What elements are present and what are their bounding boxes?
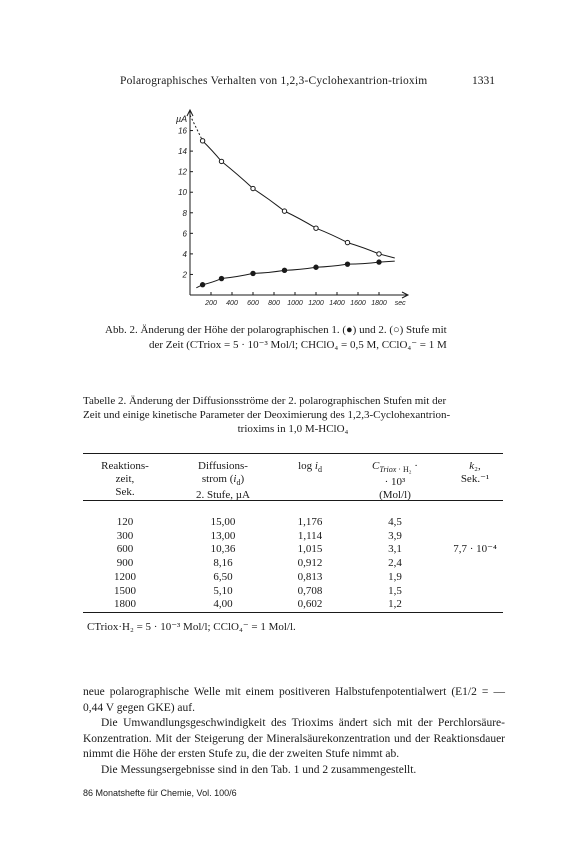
- x-tick-label: 600: [247, 300, 259, 305]
- table-cell: 8,16: [213, 557, 233, 570]
- figure-caption-line2: der Zeit (CTriox = 5 · 10⁻³ Mol/l; CHClO₄ = 0,5 M, CClO₄⁻ = 1 M: [149, 339, 447, 351]
- table-cell: 0,602: [297, 598, 323, 611]
- table-cell: 3,1: [388, 543, 402, 556]
- table-caption-line3: trioxims in 1,0 M-HClO₄: [237, 423, 349, 435]
- table-caption-line2: Zeit und einige kinetische Parameter der Deoximierung des 1,2,3-Cyclohexantrion-: [83, 409, 451, 421]
- x-tick-label: 800: [268, 300, 280, 305]
- x-tick-label: 400: [226, 300, 238, 305]
- data-point-filled: [251, 271, 255, 275]
- series-line: [203, 261, 395, 285]
- page-number: 1331: [472, 75, 495, 87]
- table-cell: [440, 598, 510, 612]
- page-footer: 86 Monatshefte für Chemie, Vol. 100/6: [83, 788, 237, 798]
- series-line: [203, 141, 395, 258]
- table-cell: 6,50: [213, 570, 233, 583]
- running-title: Polarographisches Verhalten von 1,2,3-Cyclohexantrion-trioxim: [120, 75, 428, 87]
- figure-caption-line1: Abb. 2. Änderung der Höhe der polarographischen 1. (●) und 2. (○) Stufe mit: [105, 324, 447, 336]
- table-cell: 0,708: [297, 584, 323, 597]
- column-log: [280, 516, 340, 612]
- data-point-filled: [314, 265, 318, 269]
- data-point-filled: [345, 262, 349, 266]
- data-point-filled: [377, 260, 381, 264]
- y-tick-label: 12: [178, 167, 187, 177]
- data-point-filled: [282, 268, 286, 272]
- y-axis-label: µA: [176, 114, 188, 124]
- table-cell: 1,114: [297, 529, 323, 542]
- table-cell: 13,00: [210, 529, 236, 542]
- table-cell: 0,813: [297, 570, 323, 583]
- table-caption: [83, 394, 503, 436]
- data-point-filled: [219, 276, 223, 280]
- y-tick-label: 8: [182, 208, 187, 218]
- table-cell: 5,10: [213, 584, 233, 597]
- y-tick-label: 14: [178, 147, 187, 157]
- paragraph-3: Die Messungsergebnisse sind in den Tab. 1 und 2 zusammengestellt.: [101, 763, 417, 776]
- table-cell: 2,4: [388, 557, 402, 570]
- table-footnote: CTriox·H₂ = 5 · 10⁻³ Mol/l; CClO₄⁻ = 1 Mol/l.: [87, 621, 296, 633]
- y-tick-label: 16: [178, 126, 187, 136]
- x-tick-label: 1000: [287, 300, 303, 305]
- col-header-log: $\log i_d$: [298, 460, 322, 475]
- paragraph-1: neue polarographische Welle mit einem positiveren Halbstufenpotentialwert (E1/2 = —0,44 V gegen GKE) auf.: [83, 686, 505, 714]
- table-cell: [440, 585, 510, 599]
- table-header-rule: [83, 500, 503, 501]
- table-cell: 1,2: [388, 598, 402, 611]
- table-cell: 4,00: [213, 598, 233, 611]
- table-cell: 15,00: [210, 516, 236, 528]
- data-point-open: [200, 139, 204, 143]
- table-cell: 300: [116, 529, 134, 542]
- column-k2: [440, 516, 510, 612]
- table-top-rule: [83, 453, 503, 454]
- paragraph-2: Die Umwandlungsgeschwindigkeit des Trioxims ändert sich mit der Perchlorsäure-Konzentration. Mit der Steigerung der Mineralsäurekonzentration und der Reaktionsdauer nimmt die Höhe der ersten Stufe zu, die der zweiten Stufe nimmt ab.: [83, 717, 505, 760]
- data-point-open: [251, 186, 255, 190]
- table-cell: 0,912: [297, 557, 323, 570]
- x-tick-label: 1600: [350, 300, 366, 305]
- column-conc: [355, 516, 435, 612]
- col-header-k2: k₂, Sek.⁻¹: [460, 460, 490, 485]
- table-cell: 120: [116, 516, 134, 528]
- x-tick-label: 1400: [329, 300, 345, 305]
- data-point-open: [282, 209, 286, 213]
- y-tick-label: 2: [182, 270, 187, 280]
- y-tick-label: 10: [178, 188, 187, 198]
- x-tick-label: 200: [205, 300, 217, 305]
- figure-caption: [105, 323, 505, 353]
- col-header-current: Diffusions- strom $(i_d)$ 2. Stufe, µA: [195, 460, 250, 502]
- data-point-open: [314, 226, 318, 230]
- table-caption-line1: Tabelle 2. Änderung der Diffusionsströme der 2. polarographischen Stufen mit der: [83, 395, 447, 407]
- x-axis-label: sec: [394, 300, 406, 305]
- table-cell: 7,7 · 10⁻⁴: [453, 543, 497, 556]
- table-cell: [440, 530, 510, 544]
- y-tick-label: 6: [182, 229, 187, 239]
- table-cell: 600: [116, 543, 134, 556]
- table-cell: 1500: [114, 584, 136, 597]
- table-cell: 1,5: [388, 584, 402, 597]
- data-point-filled: [200, 283, 204, 287]
- table-cell: 1,015: [297, 543, 323, 556]
- column-current: [178, 516, 268, 612]
- table-cell: 1200: [114, 570, 136, 583]
- table-cell: [440, 516, 510, 530]
- data-point-open: [345, 240, 349, 244]
- table-cell: 3,9: [388, 529, 402, 542]
- data-point-open: [219, 159, 223, 163]
- column-time: [85, 516, 165, 612]
- table-cell: [440, 557, 510, 571]
- x-tick-label: 1200: [308, 300, 324, 305]
- table-cell: 1,9: [388, 570, 402, 583]
- col-header-time: Reaktions- zeit, Sek.: [101, 460, 149, 498]
- y-tick-label: 4: [182, 249, 187, 259]
- table-cell: 1,176: [297, 516, 323, 528]
- table-cell: [440, 571, 510, 585]
- x-tick-label: 1800: [371, 300, 387, 305]
- table-bottom-rule: [83, 612, 503, 613]
- table-cell: 1800: [114, 598, 136, 611]
- col-header-conc: $C_{Triox \cdot H_2}$ · · 10³ (Mol/l): [372, 460, 418, 502]
- table-cell: 900: [116, 557, 134, 570]
- polarography-chart: [160, 100, 410, 305]
- table-cell: 10,36: [210, 543, 236, 556]
- body-text: [83, 685, 505, 778]
- data-point-open: [377, 252, 381, 256]
- table-cell: 4,5: [388, 516, 402, 528]
- series-line-extrapolation: [190, 115, 203, 141]
